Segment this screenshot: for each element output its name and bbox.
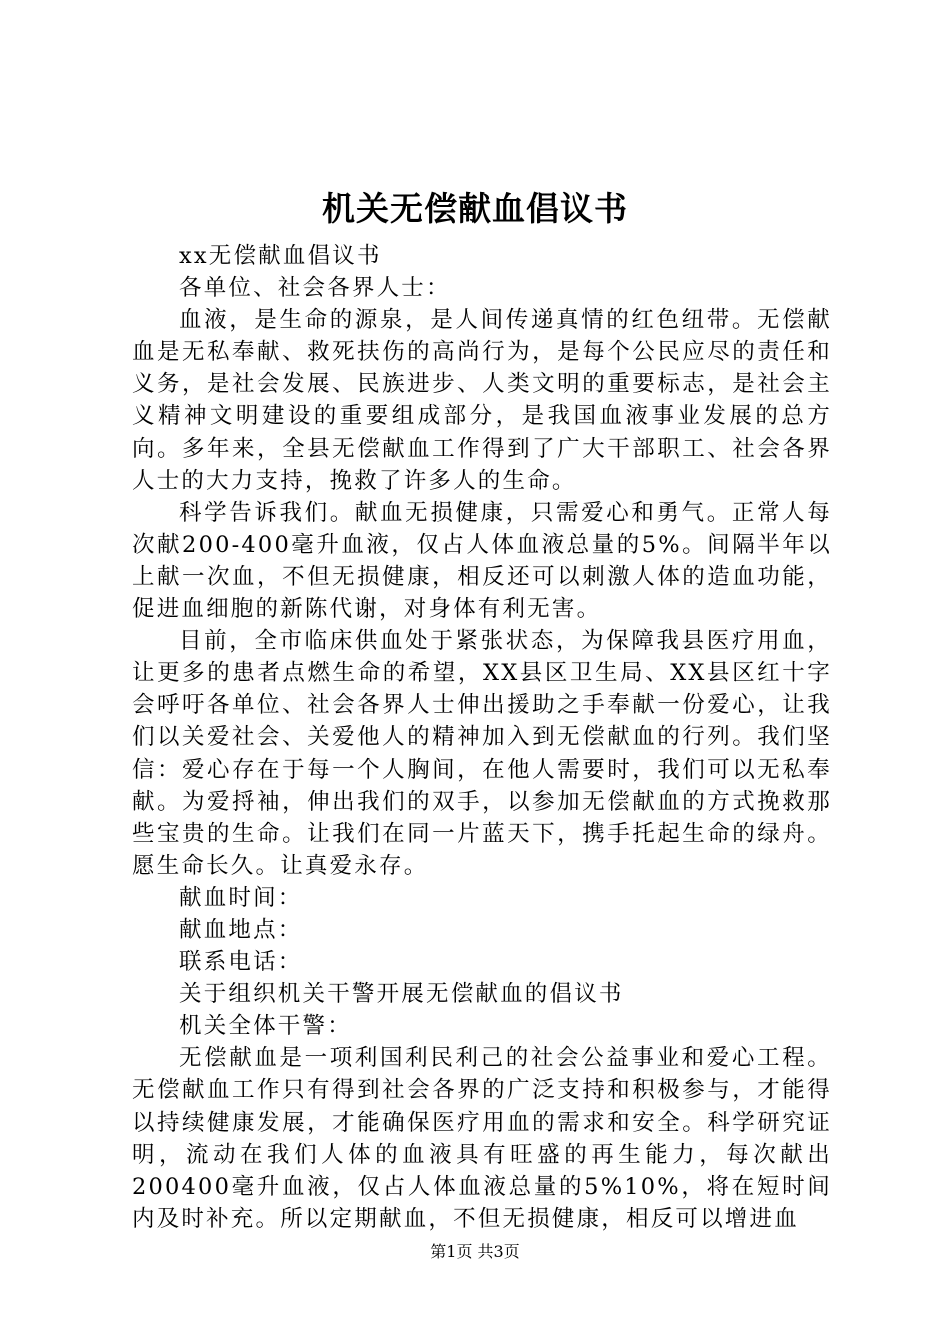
paragraph-blood-source: 血液，是生命的源泉，是人间传递真情的红色纽带。无偿献血是无私奉献、救死扶伤的高尚行为，是每个公民应尽的责任和义务，是社会发展、民族进步、人类文明的重要标志，是社会主义精神文明建设的重要组成部分，是我国血液事业发展的总方向。多年来，全县无偿献血工作得到了广大干部职工、社会各界人士的大力支持，挽救了许多人的生命。 xyxy=(132,307,832,494)
paragraph-public-welfare: 无偿献血是一项利国利民利己的社会公益事业和爱心工程。无偿献血工作只有得到社会各界的广泛支持和积极参与，才能得以持续健康发展，才能确保医疗用血的需求和安全。科学研究证明，流动在我们人体的血液具有旺盛的再生能力，每次献出200400毫升血液，仅占人体血液总量的5%10%，将在短时间内及时补充。所以定期献血，不但无损健康，相反可以增进血 xyxy=(132,1045,832,1232)
donation-location-line: 献血地点： xyxy=(179,916,303,943)
document-title: 机关无偿献血倡议书 xyxy=(322,189,628,228)
contact-phone-line: 联系电话： xyxy=(179,949,303,976)
second-proposal-title: 关于组织机关干警开展无偿献血的倡议书 xyxy=(179,981,624,1008)
donation-time-line: 献血时间： xyxy=(179,884,303,911)
sub-title-line: xx无偿献血倡议书 xyxy=(179,243,382,269)
document-body xyxy=(132,240,832,1235)
second-salutation-line: 机关全体干警： xyxy=(179,1013,352,1040)
paragraph-current-situation: 目前，全市临床供血处于紧张状态，为保障我县医疗用血，让更多的患者点燃生命的希望，XX县区卫生局、XX县区红十字会呼吁各单位、社会各界人士伸出援助之手奉献一份爱心，让我们以关爱社会、关爱他人的精神加入到无偿献血的行列。我们坚信：爱心存在于每一个人胸间，在他人需要时，我们可以无私奉献。为爱捋袖，伸出我们的双手，以参加无偿献血的方式挽救那些宝贵的生命。让我们在同一片蓝天下，携手托起生命的绿舟。愿生命长久。让真爱永存。 xyxy=(132,628,832,879)
salutation-line: 各单位、社会各界人士： xyxy=(179,275,451,302)
page-number-footer: 第1页 共3页 xyxy=(430,1242,520,1261)
paragraph-science: 科学告诉我们。献血无损健康，只需爱心和勇气。正常人每次献200-400毫升血液，仅占人体血液总量的5%。间隔半年以上献一次血，不但无损健康，相反还可以刺激人体的造血功能，促进血细胞的新陈代谢，对身体有利无害。 xyxy=(132,499,832,623)
